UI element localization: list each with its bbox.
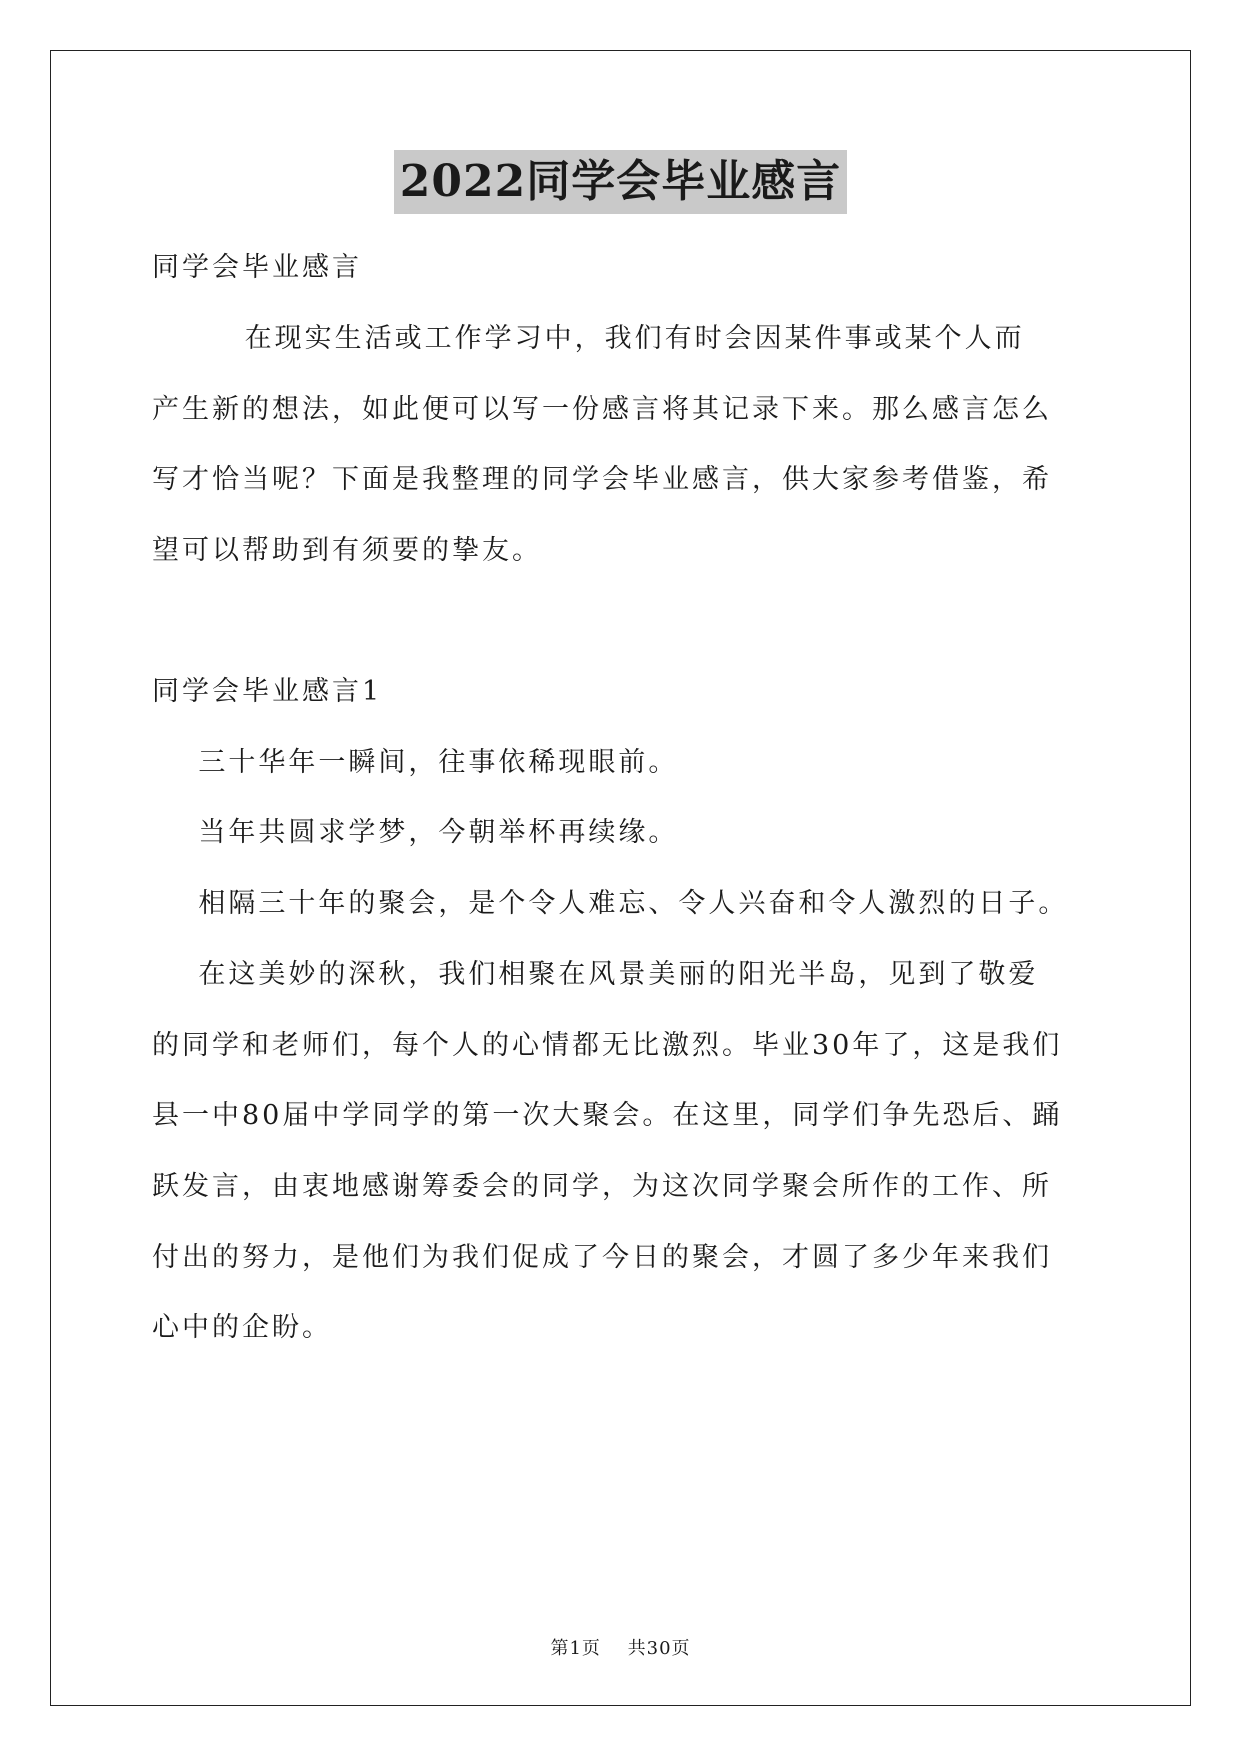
paragraph-line: 产生新的想法，如此便可以写一份感言将其记录下来。那么感言怎么 — [152, 394, 1052, 425]
paragraph-line: 心中的企盼。 — [152, 1312, 332, 1343]
paragraph-line: 写才恰当呢？下面是我整理的同学会毕业感言，供大家参考借鉴，希 — [152, 464, 1052, 495]
page-number: 第1页 — [550, 1638, 601, 1659]
page-total: 共30页 — [627, 1638, 691, 1659]
paragraph-line: 在现实生活或工作学习中，我们有时会因某件事或某个人而 — [152, 323, 1025, 354]
poem-line: 三十华年一瞬间，往事依稀现眼前。 — [152, 747, 679, 778]
paragraph-line: 县一中80届中学同学的第一次大聚会。在这里，同学们争先恐后、踊 — [152, 1100, 1063, 1131]
page-border — [50, 50, 1191, 1706]
section-heading: 同学会毕业感言1 — [152, 676, 383, 707]
paragraph-line: 付出的努力，是他们为我们促成了今日的聚会，才圆了多少年来我们 — [152, 1242, 1052, 1273]
paragraph-line: 跃发言，由衷地感谢筹委会的同学，为这次同学聚会所作的工作、所 — [152, 1171, 1052, 1202]
subtitle-line: 同学会毕业感言 — [152, 252, 362, 283]
page-footer — [0, 1634, 1241, 1660]
paragraph-line: 在这美妙的深秋，我们相聚在风景美丽的阳光半岛，见到了敬爱 — [152, 959, 1039, 990]
paragraph-line: 相隔三十年的聚会，是个令人难忘、令人兴奋和令人激烈的日子。 — [152, 888, 1069, 919]
paragraph-line: 的同学和老师们，每个人的心情都无比激烈。毕业30年了，这是我们 — [152, 1030, 1063, 1061]
poem-line: 当年共圆求学梦，今朝举杯再续缘。 — [152, 817, 679, 848]
title-container — [0, 150, 1241, 214]
paragraph-line: 望可以帮助到有须要的挚友。 — [152, 535, 542, 566]
document-title: 2022同学会毕业感言 — [394, 150, 847, 214]
